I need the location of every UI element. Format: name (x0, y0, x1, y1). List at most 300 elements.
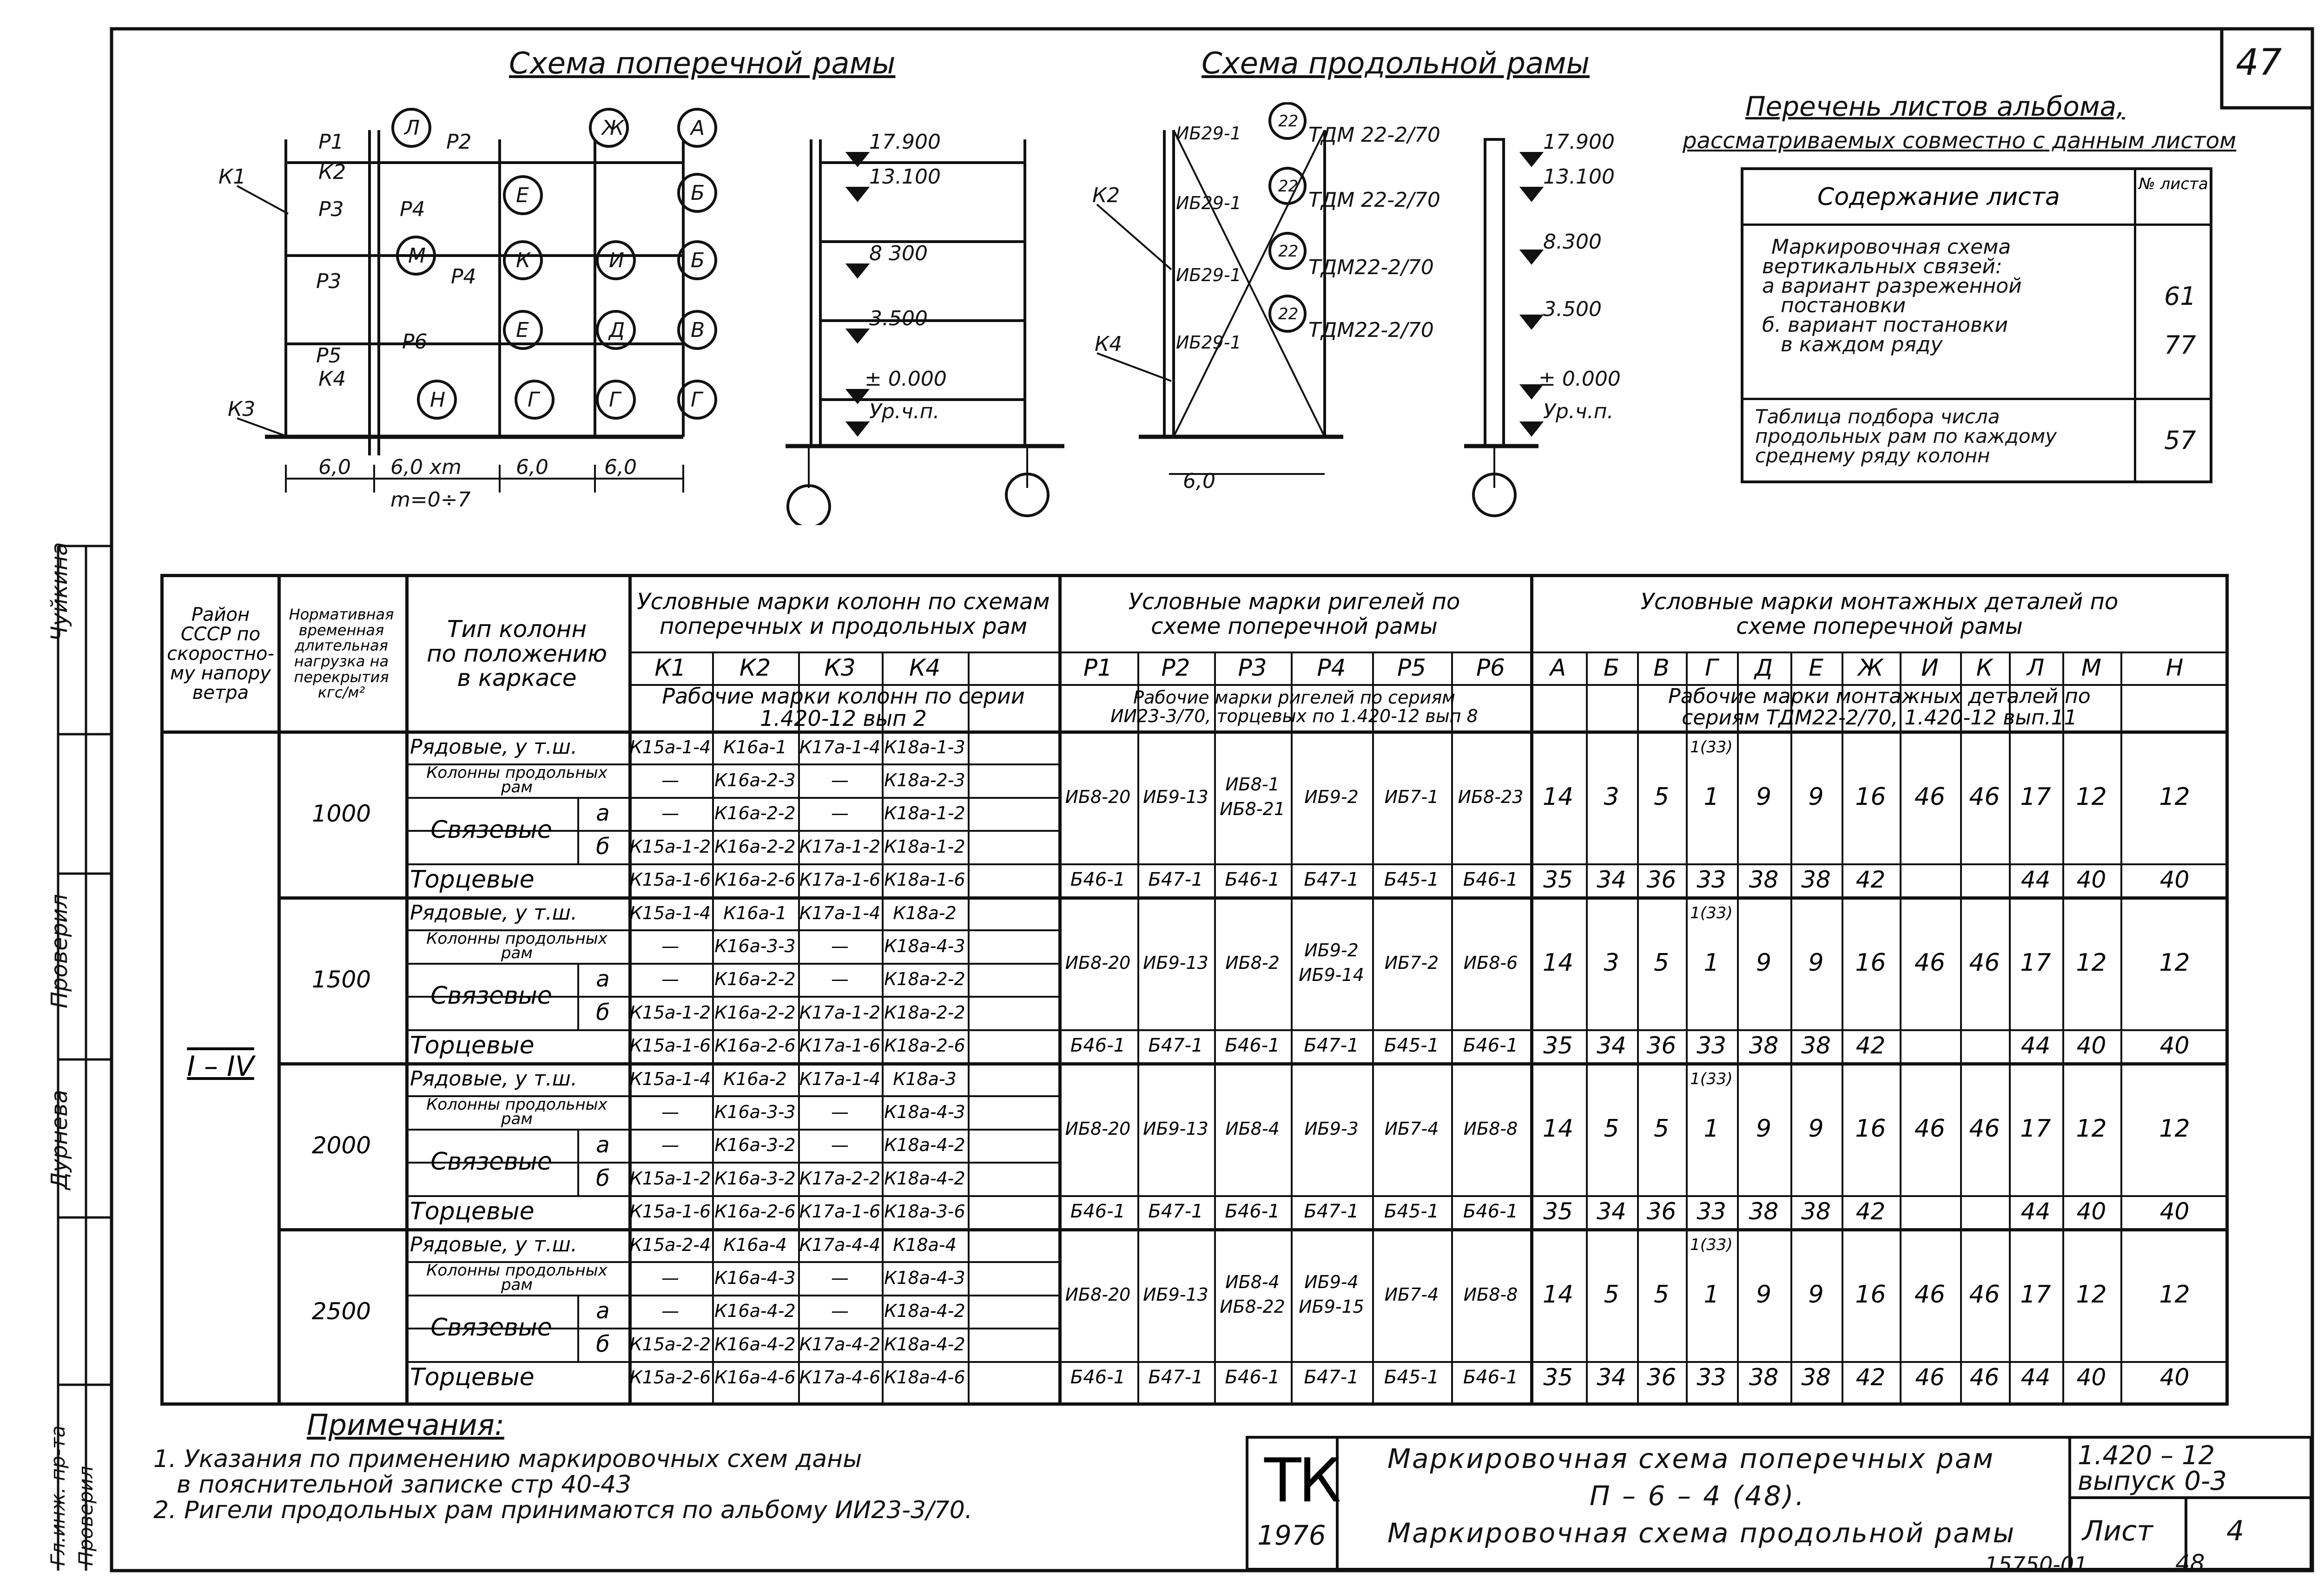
beam-mark-1500-1: ИБ9-13 (1143, 952, 1208, 973)
col-mark-2000-1-0: — (661, 1102, 679, 1123)
detail-mark-3: ТДМ22-2/70 (1308, 256, 1434, 279)
detail-2000-А: 14 (1542, 1114, 1574, 1143)
stamp-title-2: П – 6 – 4 (48). (1590, 1480, 1806, 1512)
col-mark-2000-3-3: К18а-4-2 (884, 1168, 965, 1189)
beam-end-2500-0: Б46-1 (1070, 1367, 1126, 1388)
detail-end-1500-Ж: 42 (1855, 1032, 1886, 1059)
col-mark-2000-3-1: К16а-3-2 (714, 1168, 796, 1189)
col-mark-2000-3-2: К17а-2-2 (799, 1168, 881, 1189)
col-mark-1000-3-3: К18а-1-2 (884, 836, 965, 857)
col-mark-2500-0-0: К15а-2-4 (629, 1234, 711, 1255)
node-i: И (609, 249, 624, 272)
detail-1500-Л: 17 (2020, 948, 2051, 977)
col-mark-1500-2-3: К18а-2-2 (884, 969, 965, 990)
col-mark-2000-2-2: — (831, 1135, 849, 1156)
detail-end-1000-К (1960, 863, 2009, 896)
header-columns-group: Условные марки колонн по схемам поперечных и продольных рам (637, 589, 1050, 639)
beam-end-2000-2: Б46-1 (1225, 1201, 1280, 1223)
detail-g-top-1000: 1(33) (1690, 737, 1733, 757)
node-v: В (691, 318, 705, 342)
detail-end-1000-В: 36 (1646, 866, 1677, 894)
detail-end-2000-Е: 38 (1801, 1198, 1831, 1225)
detail-end-2000-В: 36 (1646, 1198, 1677, 1225)
detail-1500-Д: 9 (1756, 948, 1772, 977)
detail-end-2500-И: 46 (1915, 1364, 1945, 1391)
detail-end-1500-В: 36 (1646, 1032, 1677, 1059)
detail-end-1000-Б: 34 (1597, 866, 1626, 894)
header-col-2: К2 (739, 654, 771, 681)
col-mark-2500-3-3: К18а-4-2 (884, 1334, 965, 1355)
detail-1000-М: 12 (2076, 783, 2107, 811)
stamp-title-3: Маркировочная схема продольной рамы (1387, 1517, 2016, 1549)
col-mark-1000-1-3: К18а-2-3 (884, 770, 965, 791)
beam-mark-1500-5: ИБ8-6 (1463, 952, 1518, 973)
beam-end-2500-4: Б45-1 (1384, 1367, 1439, 1388)
header-detail-М: М (2081, 654, 2102, 681)
type-end-2000: Торцевые (410, 1197, 535, 1226)
col-mark-1500-1-2: — (831, 936, 849, 957)
detail-1500-Ж: 16 (1855, 948, 1886, 977)
detail-end-2000-И (1900, 1195, 1960, 1228)
header-beam-5: Р5 (1397, 654, 1426, 681)
detail-end-1500-М: 40 (2076, 1032, 2106, 1059)
col-mark-1000-2-0: — (661, 803, 679, 824)
col-mark-2000-0-3: К18а-3 (893, 1068, 957, 1089)
col-mark-1500-4-0: К15а-1-6 (629, 1035, 711, 1056)
side-stamp-checked-1: Проверил (46, 894, 73, 1008)
detail-2500-Ж: 16 (1855, 1280, 1886, 1309)
type-row-1000: Рядовые, у т.ш. (410, 735, 577, 759)
beam-mark-2500-5: ИБ8-8 (1463, 1284, 1518, 1305)
detail-2500-И: 46 (1914, 1280, 1946, 1309)
beam-label-p4b: Р4 (451, 265, 476, 289)
col-mark-2500-0-1: К16а-4 (723, 1234, 787, 1255)
logo-tk: ТК (1264, 1445, 1339, 1516)
longitudinal-k2-label: К2 (1092, 184, 1120, 207)
side-stamp-name-2: Дурнева (46, 1090, 73, 1190)
beam-mark-2500-3: ИБ9-4 ИБ9-15 (1299, 1271, 1364, 1317)
col-mark-2500-4-0: К15а-2-6 (629, 1367, 711, 1388)
detail-2500-А: 14 (1542, 1280, 1574, 1309)
node-a: А (691, 116, 705, 140)
detail-2000-Д: 9 (1756, 1114, 1772, 1143)
detail-end-1500-Е: 38 (1801, 1032, 1831, 1059)
detail-end-2500-Д: 38 (1749, 1364, 1779, 1391)
detail-g-top-1500: 1(33) (1690, 903, 1733, 922)
detail-2000-Е: 9 (1808, 1114, 1824, 1143)
col-mark-1000-3-2: К17а-1-2 (799, 836, 881, 857)
detail-2500-Л: 17 (2020, 1280, 2051, 1309)
beam-label-p2: Р2 (446, 130, 472, 154)
header-details-group: Условные марки монтажных деталей по схеме поперечной рамы (1640, 589, 2119, 639)
longitudinal-k4-label: К4 (1095, 332, 1122, 356)
dim-1: 6,0 (318, 455, 351, 479)
col-mark-2500-4-1: К16а-4-6 (714, 1367, 796, 1388)
type-bracing-a-2500: а (596, 1298, 610, 1324)
detail-end-1000-М: 40 (2076, 866, 2106, 894)
detail-2500-Г: 1 (1703, 1280, 1719, 1309)
detail-1000-А: 14 (1542, 783, 1574, 811)
header-detail-И: И (1921, 654, 1939, 681)
detail-1000-Г: 1 (1703, 783, 1719, 811)
col-mark-1500-3-1: К16а-2-2 (714, 1002, 796, 1023)
detail-2000-И: 46 (1914, 1114, 1946, 1143)
detail-end-2000-Д: 38 (1749, 1198, 1779, 1225)
stamp-sheet-number: 4 (2226, 1515, 2245, 1547)
sheets-list-title: Перечень листов альбома, (1745, 91, 2125, 122)
col-mark-2500-3-0: К15а-2-2 (629, 1334, 711, 1355)
detail-g-top-2000: 1(33) (1690, 1069, 1733, 1088)
detail-end-1500-А: 35 (1543, 1032, 1573, 1059)
header-beams-group: Условные марки ригелей по схеме поперечной рамы (1128, 589, 1460, 639)
col-mark-2500-1-0: — (661, 1268, 679, 1289)
detail-end-1000-Е: 38 (1801, 866, 1831, 894)
dim-note: m=0÷7 (390, 488, 471, 512)
col-mark-2000-2-3: К18а-4-2 (884, 1135, 965, 1156)
detail-end-1500-Г: 33 (1697, 1032, 1726, 1059)
node-m: М (408, 244, 426, 268)
detail-1000-Б: 3 (1604, 783, 1619, 811)
node-b2: Б (691, 249, 705, 272)
type-bracing-b-2500: б (596, 1331, 610, 1357)
node-b1: Б (691, 181, 705, 205)
beam-end-2500-2: Б46-1 (1225, 1367, 1280, 1388)
elev-l-5: ± 0.000 (1538, 367, 1621, 391)
sheets-row-1-text: Маркировочная схема вертикальных связей: а вариант разреженной постановки б. вариант постановки в каждом ряду (1762, 235, 2022, 356)
detail-2500-Е: 9 (1808, 1280, 1824, 1309)
detail-2000-К: 46 (1969, 1114, 2000, 1143)
type-longitudinal-2500: Колонны продольных рам (426, 1261, 607, 1295)
header-details-work: Рабочие марки монтажных деталей по сериям ТДМ22-2/70, 1.420-12 вып.11 (1668, 684, 2091, 730)
col-mark-2500-2-3: К18а-4-2 (884, 1301, 965, 1322)
sheets-row-1-num-b: 77 (2164, 330, 2196, 360)
stamp-issue: выпуск 0-3 (2078, 1466, 2227, 1496)
detail-end-1500-Б: 34 (1597, 1032, 1626, 1059)
col-mark-1500-1-0: — (661, 936, 679, 957)
brace-4: ИБ29-1 (1176, 332, 1241, 353)
detail-end-1500-Л: 44 (2020, 1032, 2051, 1059)
beam-mark-1000-4: ИБ7-1 (1384, 786, 1439, 807)
detail-2000-Г: 1 (1703, 1114, 1719, 1143)
detail-tag-1: 22 (1278, 112, 1299, 131)
load-2000: 2000 (311, 1132, 371, 1159)
detail-end-2000-Ж: 42 (1855, 1198, 1886, 1225)
type-bracing-2000: Связевые (430, 1148, 552, 1176)
sheets-col-number: № листа (2139, 175, 2208, 193)
elev-t-6: Ур.ч.п. (869, 400, 940, 423)
dim-4: 6,0 (604, 455, 637, 479)
beam-end-1500-2: Б46-1 (1225, 1035, 1280, 1057)
col-mark-1000-0-2: К17а-1-4 (799, 737, 881, 757)
beam-mark-2000-3: ИБ9-3 (1304, 1118, 1359, 1139)
header-detail-Л: Л (2027, 654, 2045, 681)
beam-mark-2500-1: ИБ9-13 (1143, 1284, 1208, 1305)
beam-end-2500-1: Б47-1 (1148, 1367, 1203, 1388)
type-row-1500: Рядовые, у т.ш. (410, 901, 577, 925)
detail-end-1000-Г: 33 (1697, 866, 1726, 894)
node-k: К (516, 249, 531, 272)
col-mark-2500-4-3: К18а-4-6 (884, 1367, 965, 1388)
transverse-k3-label: К3 (228, 397, 256, 421)
header-load: Нормативная временная длительная нагрузка на перекрытия кгс/м² (289, 605, 394, 702)
detail-1500-Н: 12 (2159, 948, 2190, 977)
beam-end-1500-1: Б47-1 (1148, 1035, 1203, 1057)
beam-end-1500-4: Б45-1 (1384, 1035, 1439, 1057)
detail-2000-Л: 17 (2020, 1114, 2051, 1143)
col-label-k4: К4 (318, 367, 346, 391)
detail-end-1000-Л: 44 (2020, 866, 2051, 894)
col-mark-2500-3-1: К16а-4-2 (714, 1334, 796, 1355)
detail-1500-В: 5 (1653, 948, 1670, 977)
header-col-4: К4 (909, 654, 941, 681)
detail-1500-К: 46 (1969, 948, 2000, 977)
detail-end-1000-А: 35 (1543, 866, 1573, 894)
detail-end-2500-А: 35 (1543, 1364, 1573, 1391)
elev-l-6: Ур.ч.п. (1543, 400, 1614, 423)
beam-mark-1000-1: ИБ9-13 (1143, 786, 1208, 807)
sheet-number: 47 (2236, 42, 2282, 84)
note-2: 2. Ригели продольных рам принимаются по альбому ИИ23-3/70. (153, 1496, 973, 1524)
beam-end-1000-2: Б46-1 (1225, 869, 1280, 891)
type-bracing-a-1000: а (596, 800, 610, 827)
col-mark-1000-4-2: К17а-1-6 (799, 869, 881, 890)
elev-t-2: 13.100 (869, 165, 941, 189)
logo-year: 1976 (1257, 1520, 1326, 1551)
beam-end-1000-1: Б47-1 (1148, 869, 1203, 891)
sheets-col-content: Содержание листа (1817, 183, 2060, 211)
stamp-title-1: Маркировочная схема поперечных рам (1387, 1443, 1995, 1474)
region-cell: I – IV (187, 1050, 254, 1083)
col-mark-1000-4-1: К16а-2-6 (714, 869, 796, 890)
type-row-2500: Рядовые, у т.ш. (410, 1232, 577, 1256)
col-mark-2500-0-3: К18а-4 (893, 1234, 957, 1255)
node-e1: Е (516, 184, 529, 207)
beam-mark-1000-2: ИБ8-1 ИБ8-21 (1220, 774, 1285, 819)
col-mark-1000-2-1: К16а-2-2 (714, 803, 796, 824)
col-mark-2000-4-0: К15а-1-6 (629, 1201, 711, 1222)
col-mark-2000-2-1: К16а-3-2 (714, 1135, 796, 1156)
longitudinal-dim: 6,0 (1183, 469, 1215, 493)
detail-end-2000-Н: 40 (2159, 1198, 2190, 1225)
detail-2000-М: 12 (2076, 1114, 2107, 1143)
type-bracing-b-2000: б (596, 1165, 610, 1191)
detail-1500-М: 12 (2076, 948, 2107, 977)
col-mark-1500-3-2: К17а-1-2 (799, 1002, 881, 1023)
col-mark-2000-4-2: К17а-1-6 (799, 1201, 881, 1222)
beam-mark-2000-4: ИБ7-4 (1384, 1118, 1439, 1139)
detail-end-1000-Ж: 42 (1855, 866, 1886, 894)
col-mark-2000-1-3: К18а-4-3 (884, 1102, 965, 1123)
longitudinal-elevation-diagram (1464, 102, 1659, 525)
detail-end-2500-Л: 44 (2020, 1364, 2051, 1391)
detail-1500-Б: 3 (1604, 948, 1619, 977)
beam-mark-2000-0: ИБ8-20 (1065, 1118, 1131, 1139)
type-longitudinal-1500: Колонны продольных рам (426, 929, 607, 963)
detail-2000-Н: 12 (2159, 1114, 2190, 1143)
sheets-list-subtitle: рассматриваемых совместно с данным листом (1683, 128, 2237, 154)
header-detail-Г: Г (1705, 654, 1718, 681)
col-mark-1000-4-3: К18а-1-6 (884, 869, 965, 890)
node-g1: Г (528, 388, 539, 412)
detail-2500-Д: 9 (1756, 1280, 1772, 1309)
col-mark-1500-0-0: К15а-1-4 (629, 902, 711, 923)
col-mark-2000-0-2: К17а-1-4 (799, 1068, 881, 1089)
type-end-1500: Торцевые (410, 1032, 535, 1060)
note-1-cont: в пояснительной записке стр 40-43 (177, 1471, 632, 1499)
header-col-3: К3 (824, 654, 856, 681)
detail-end-1500-К (1960, 1029, 2009, 1062)
beam-end-1500-0: Б46-1 (1070, 1035, 1126, 1057)
col-mark-2000-4-3: К18а-3-6 (884, 1201, 965, 1222)
col-mark-2500-2-0: — (661, 1301, 679, 1322)
col-mark-1000-2-3: К18а-1-2 (884, 803, 965, 824)
col-mark-1000-0-1: К16а-1 (723, 737, 787, 757)
detail-tag-3: 22 (1278, 242, 1299, 261)
transverse-k1-label: К1 (218, 165, 246, 189)
header-beam-4: Р4 (1317, 654, 1346, 681)
elev-t-5: ± 0.000 (865, 367, 947, 391)
detail-1000-Ж: 16 (1855, 783, 1886, 811)
longitudinal-frame-diagram (1083, 102, 1501, 520)
col-mark-1500-4-2: К17а-1-6 (799, 1035, 881, 1056)
type-longitudinal-1000: Колонны продольных рам (426, 763, 607, 797)
side-stamp-checked-2: Проверил (74, 1466, 97, 1566)
header-detail-Е: Е (1809, 654, 1823, 681)
header-columns-work: Рабочие марки колонн по серии 1.420-12 вып 2 (662, 683, 1025, 731)
detail-1000-Л: 17 (2020, 783, 2051, 811)
beam-end-1000-5: Б46-1 (1463, 869, 1519, 891)
load-1000: 1000 (311, 800, 371, 827)
beam-end-2000-4: Б45-1 (1384, 1201, 1439, 1223)
type-bracing-a-2000: а (596, 1132, 610, 1158)
detail-1000-Д: 9 (1756, 783, 1772, 811)
header-beams-work: Рабочие марки ригелей по сериям ИИ23-3/70, торцевых по 1.420-12 вып 8 (1110, 687, 1478, 726)
notes-title: Примечания: (307, 1408, 504, 1442)
transverse-elevation-diagram (767, 102, 1069, 525)
beam-mark-2000-1: ИБ9-13 (1143, 1118, 1208, 1139)
col-mark-1500-4-1: К16а-2-6 (714, 1035, 796, 1056)
node-d: Д (609, 318, 625, 342)
transverse-frame-diagram (218, 102, 758, 520)
type-bracing-1000: Связевые (430, 816, 552, 844)
header-column-type: Тип колонн по положению в каркасе (426, 616, 607, 692)
detail-1000-В: 5 (1653, 783, 1670, 811)
col-mark-1000-3-1: К16а-2-2 (714, 836, 796, 857)
col-mark-1000-0-3: К18а-1-3 (884, 737, 965, 757)
beam-end-1000-3: Б47-1 (1304, 869, 1359, 891)
detail-1000-И: 46 (1914, 783, 1946, 811)
brace-2: ИБ29-1 (1176, 193, 1241, 213)
sheets-row-1-num-a: 61 (2164, 282, 2196, 311)
header-detail-К: К (1976, 654, 1993, 681)
col-mark-2000-2-0: — (661, 1135, 679, 1156)
detail-2500-Б: 5 (1604, 1280, 1619, 1309)
detail-1500-Е: 9 (1808, 948, 1824, 977)
detail-end-1500-Н: 40 (2159, 1032, 2190, 1059)
detail-end-2500-Г: 33 (1697, 1364, 1726, 1391)
col-mark-1000-1-2: — (831, 770, 849, 791)
col-mark-2500-4-2: К17а-4-6 (799, 1367, 881, 1388)
elev-l-3: 8.300 (1543, 230, 1602, 254)
col-mark-2500-1-2: — (831, 1268, 849, 1289)
elev-t-1: 17.900 (869, 130, 941, 154)
header-col-1: К1 (654, 654, 686, 681)
transverse-scheme-title: Схема поперечной рамы (509, 46, 896, 81)
beam-label-p1: Р1 (318, 130, 344, 154)
col-mark-2000-1-1: К16а-3-3 (714, 1102, 796, 1123)
col-mark-1000-4-0: К15а-1-6 (629, 869, 711, 890)
beam-label-p3a: Р3 (318, 197, 344, 221)
col-mark-2500-1-3: К18а-4-3 (884, 1268, 965, 1289)
col-mark-2000-4-1: К16а-2-6 (714, 1201, 796, 1222)
col-mark-1500-3-3: К18а-2-2 (884, 1002, 965, 1023)
header-detail-Д: Д (1754, 654, 1773, 681)
detail-1500-А: 14 (1542, 948, 1574, 977)
header-region: Район СССР по скоростно- му напору ветра (167, 604, 274, 704)
col-mark-2500-2-1: К16а-4-2 (714, 1301, 796, 1322)
col-mark-1500-1-3: К18а-4-3 (884, 936, 965, 957)
detail-mark-4: ТДМ22-2/70 (1308, 318, 1434, 342)
header-detail-А: А (1550, 654, 1566, 681)
beam-mark-2500-0: ИБ8-20 (1065, 1284, 1131, 1305)
stamp-sheet-label: Лист (2082, 1515, 2153, 1547)
beam-label-p6: Р6 (402, 330, 428, 354)
brace-3: ИБ29-1 (1176, 265, 1241, 285)
detail-2000-Б: 5 (1604, 1114, 1619, 1143)
marking-table (160, 574, 2229, 1406)
detail-end-2500-В: 36 (1646, 1364, 1677, 1391)
detail-1500-Г: 1 (1703, 948, 1719, 977)
detail-1000-Е: 9 (1808, 783, 1824, 811)
beam-mark-1500-4: ИБ7-2 (1384, 952, 1439, 973)
type-bracing-a-1500: а (596, 966, 610, 993)
col-mark-1500-3-0: К15а-1-2 (629, 1002, 711, 1023)
beam-mark-1000-5: ИБ8-23 (1458, 786, 1524, 807)
header-beam-3: Р3 (1238, 654, 1267, 681)
type-longitudinal-2000: Колонны продольных рам (426, 1095, 607, 1129)
beam-mark-1000-0: ИБ8-20 (1065, 786, 1131, 807)
header-detail-Н: Н (2166, 654, 2184, 681)
detail-end-2500-К: 46 (1969, 1364, 2000, 1391)
detail-end-2000-М: 40 (2076, 1198, 2106, 1225)
col-mark-1000-1-0: — (661, 770, 679, 791)
detail-end-2500-М: 40 (2076, 1364, 2106, 1391)
header-beam-6: Р6 (1476, 654, 1505, 681)
side-stamp-chief-engineer: Гл.инж. пр-та (46, 1425, 69, 1566)
detail-2500-М: 12 (2076, 1280, 2107, 1309)
inventory-number: 15750-01 (1985, 1552, 2088, 1577)
detail-g-top-2500: 1(33) (1690, 1235, 1733, 1254)
elev-l-2: 13.100 (1543, 165, 1615, 189)
beam-end-2000-0: Б46-1 (1070, 1201, 1126, 1223)
beam-mark-2500-2: ИБ8-4 ИБ8-22 (1220, 1271, 1285, 1317)
beam-end-1500-5: Б46-1 (1463, 1035, 1519, 1057)
beam-end-2000-3: Б47-1 (1304, 1201, 1359, 1223)
beam-end-1000-4: Б45-1 (1384, 869, 1439, 891)
dim-3: 6,0 (516, 455, 548, 479)
load-1500: 1500 (311, 966, 371, 993)
col-label-k2: К2 (318, 160, 346, 184)
dim-2: 6,0 хm (390, 455, 462, 479)
col-mark-1000-0-0: К15а-1-4 (629, 737, 711, 757)
detail-1500-И: 46 (1914, 948, 1946, 977)
col-mark-2000-0-1: К16а-2 (723, 1068, 787, 1089)
col-mark-1500-0-3: К18а-2 (893, 902, 957, 923)
type-bracing-b-1500: б (596, 999, 610, 1026)
brace-1: ИБ29-1 (1176, 123, 1241, 144)
beam-end-2000-5: Б46-1 (1463, 1201, 1519, 1223)
sheets-row-2-text: Таблица подбора числа продольных рам по каждому среднему ряду колонн (1755, 405, 2057, 467)
